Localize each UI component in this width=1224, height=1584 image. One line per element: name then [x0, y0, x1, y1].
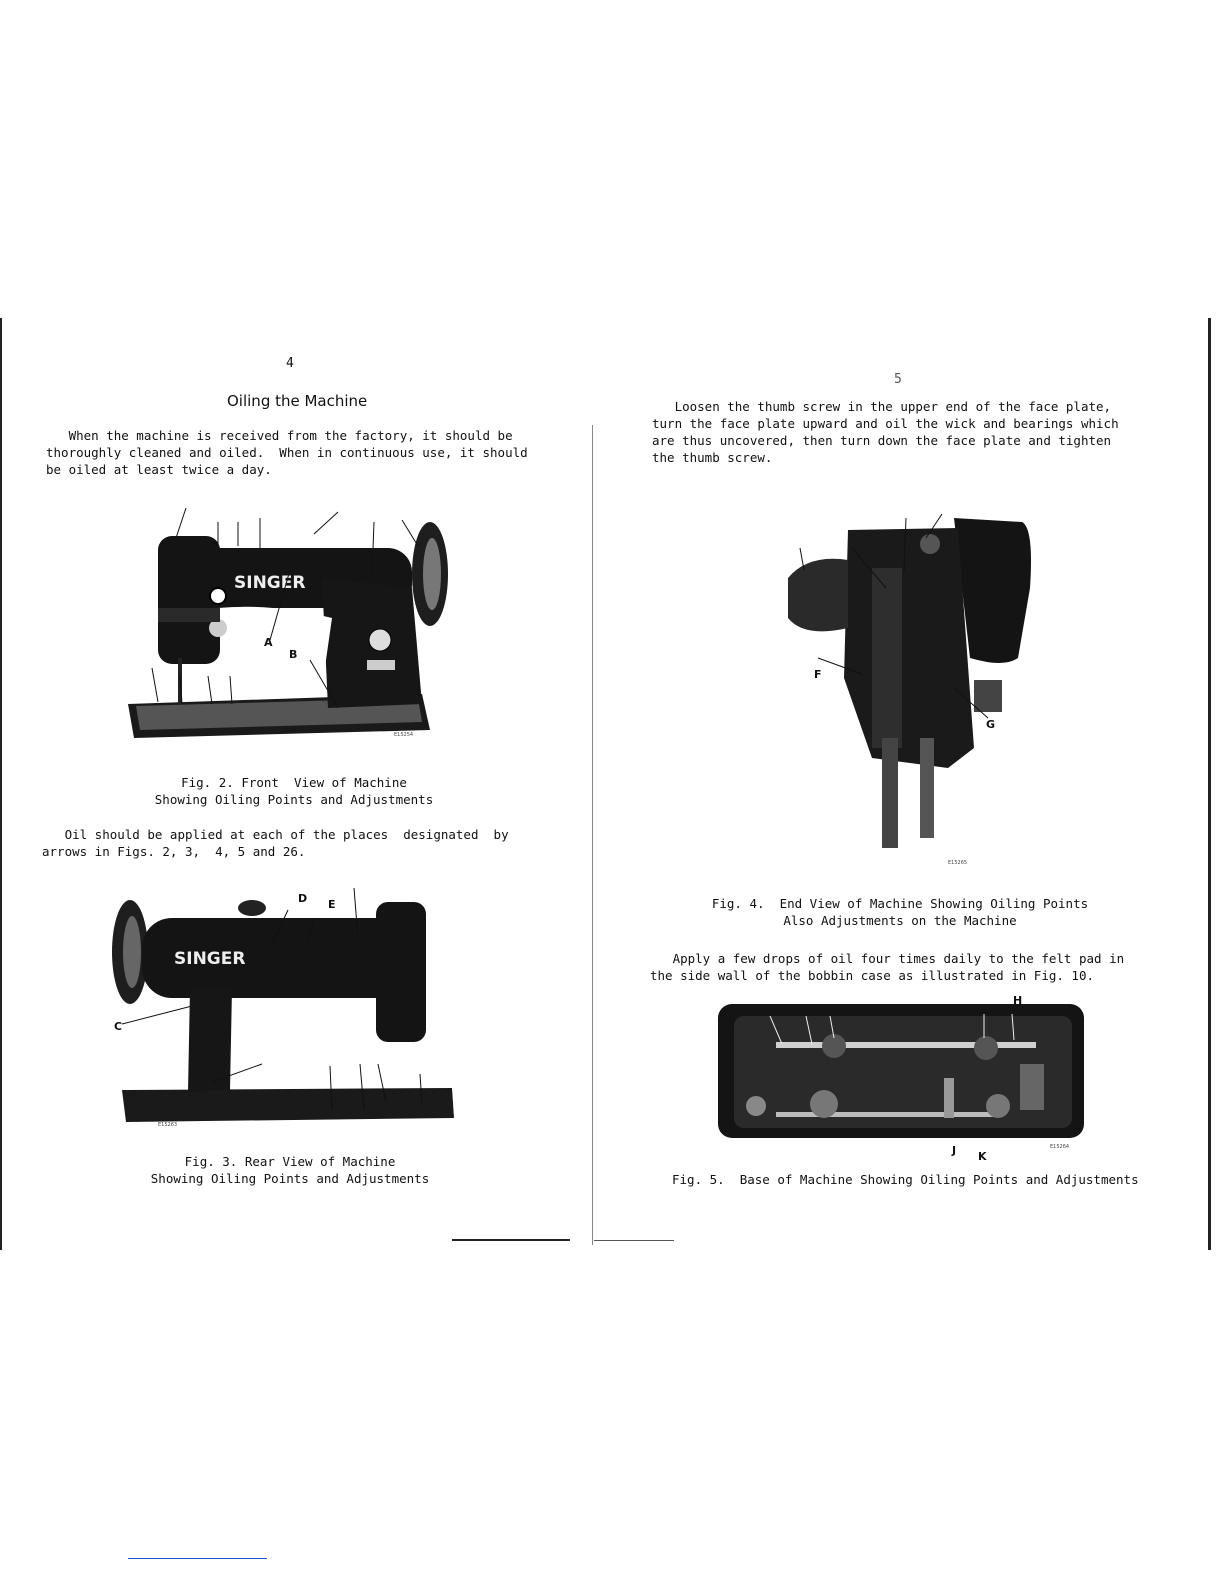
fig5-plate-number: E15264	[1050, 1144, 1070, 1150]
fig2-label-a: A	[264, 636, 273, 649]
needle-bar	[882, 738, 898, 848]
caption-line: Also Adjustments on the Machine	[783, 913, 1017, 928]
caption-line: Fig. 4. End View of Machine Showing Oiling Points	[711, 896, 1089, 911]
right-scan-edge	[1208, 318, 1211, 1250]
machine-head	[376, 902, 426, 1042]
right-page-number: 5	[894, 372, 902, 387]
fig3-label-e: E	[328, 898, 336, 911]
fig4-plate-number: E15265	[948, 860, 968, 866]
page-title: Oiling the Machine	[227, 392, 368, 410]
intro-paragraph	[46, 427, 528, 478]
text-line: Oil should be applied at each of the places designated by	[42, 827, 509, 842]
fig2-front-view-illustration	[122, 508, 452, 744]
fig5-label-j: J	[952, 1144, 957, 1157]
fig2-caption	[144, 774, 444, 808]
fig5-base-illustration	[716, 994, 1090, 1162]
caption-line: Fig. 2. Front View of Machine	[181, 775, 407, 790]
faceplate-paragraph	[652, 398, 1119, 466]
left-scan-edge	[0, 318, 2, 1250]
hook-gear	[1020, 1064, 1044, 1110]
fig2-brand: SINGER	[234, 573, 306, 593]
caption-line: Showing Oiling Points and Adjustments	[150, 1171, 430, 1186]
link-underline[interactable]	[128, 1558, 267, 1559]
fig3-brand: SINGER	[174, 949, 246, 969]
machine-pillar	[188, 988, 232, 1092]
fig3-caption	[140, 1153, 440, 1187]
text-line: When the machine is received from the factory, it should be	[46, 428, 513, 443]
text-line: arrows in Figs. 2, 3, 4, 5 and 26.	[42, 844, 306, 859]
fig4-label-f: F	[814, 668, 822, 681]
page-gutter	[592, 425, 593, 1245]
presser-bar	[920, 738, 934, 838]
left-page-number: 4	[286, 356, 294, 371]
head-casting	[844, 528, 974, 768]
text-line: the side wall of the bobbin case as illustrated in Fig. 10.	[650, 968, 1095, 983]
text-line: Loosen the thumb screw in the upper end of the face plate,	[652, 399, 1112, 414]
bobbin-paragraph	[650, 950, 1124, 984]
fig4-caption	[680, 895, 1120, 929]
fig3-rear-view-illustration	[102, 878, 460, 1128]
caption-line: Fig. 3. Rear View of Machine	[184, 1154, 396, 1169]
bottom-rule-left	[452, 1239, 570, 1241]
fig4-end-view-illustration	[778, 508, 1036, 872]
text-line: Apply a few drops of oil four times daily to the felt pad in	[650, 951, 1125, 966]
fig3-label-d: D	[298, 892, 308, 905]
text-line: the thumb screw.	[652, 450, 773, 465]
fig5-label-h: H	[1013, 994, 1023, 1007]
fig3-plate-number: E15263	[158, 1122, 178, 1128]
fig5-label-k: K	[978, 1150, 987, 1162]
text-line: thoroughly cleaned and oiled. When in continuous use, it should	[46, 445, 528, 460]
text-line: be oiled at least twice a day.	[46, 462, 272, 477]
fig5-caption: Fig. 5. Base of Machine Showing Oiling Points and Adjustments	[672, 1172, 1139, 1187]
text-line: are thus uncovered, then turn down the face plate and tighten	[652, 433, 1112, 448]
fig4-label-g: G	[986, 718, 996, 731]
fig3-label-c: C	[114, 1020, 123, 1033]
text-line: turn the face plate upward and oil the wick and bearings which	[652, 416, 1119, 431]
caption-line: Showing Oiling Points and Adjustments	[154, 792, 434, 807]
oil-paragraph	[42, 826, 509, 860]
machine-base	[122, 1088, 454, 1122]
fig2-plate-number: E15254	[394, 732, 414, 738]
fig2-label-b: B	[289, 648, 298, 661]
bottom-rule-right	[594, 1240, 674, 1241]
